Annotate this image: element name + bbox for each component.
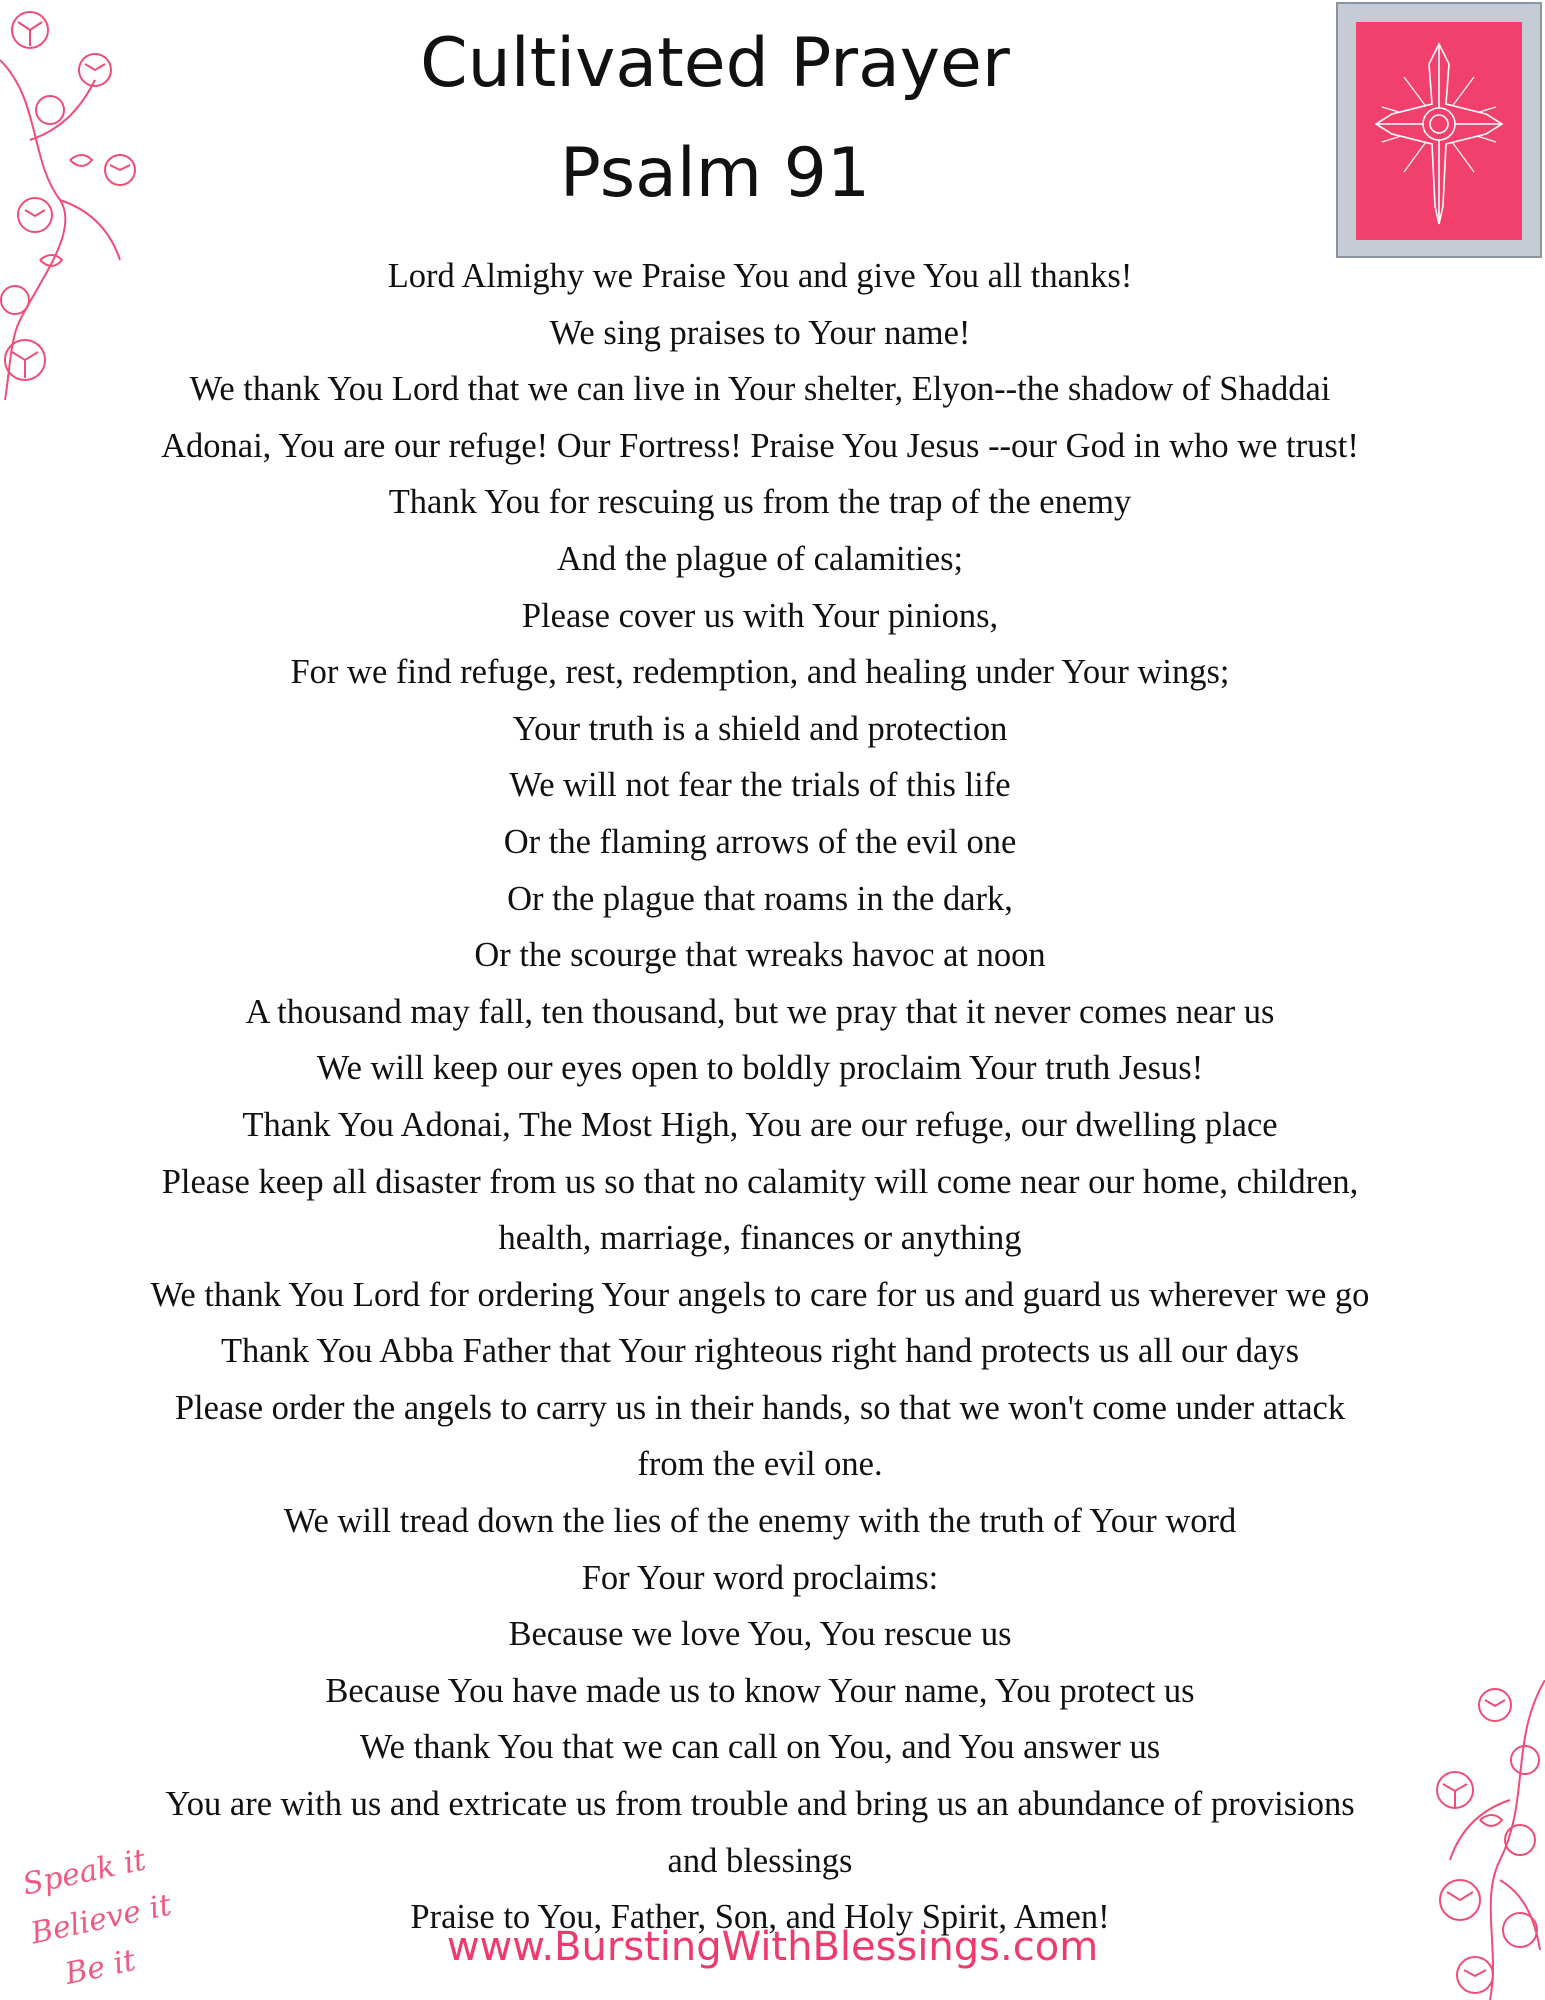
prayer-line: Your truth is a shield and protection — [512, 709, 1008, 748]
prayer-line: Please cover us with Your pinions, — [521, 596, 999, 635]
prayer-line: Praise to You, Father, Son, and Holy Spirit, Amen! — [410, 1898, 1110, 1937]
prayer-line: We thank You Lord that we can live in Your shelter, Elyon--the shadow of Shaddai — [189, 370, 1331, 409]
prayer-line: And the plague of calamities; — [556, 539, 964, 578]
prayer-line: A thousand may fall, ten thousand, but we pray that it never comes near us — [245, 992, 1275, 1031]
prayer-line: Because we love You, You rescue us — [508, 1615, 1012, 1654]
prayer-line: and blessings — [667, 1841, 853, 1880]
prayer-line: Thank You Adonai, The Most High, You are our refuge, our dwelling place — [242, 1105, 1278, 1144]
prayer-line: health, marriage, finances or anything — [498, 1219, 1022, 1258]
prayer-line: For we find refuge, rest, redemption, and healing under Your wings; — [290, 653, 1230, 692]
prayer-line: We will keep our eyes open to boldly proclaim Your truth Jesus! — [316, 1049, 1204, 1088]
prayer-line: You are with us and extricate us from trouble and bring us an abundance of provisions — [165, 1785, 1355, 1824]
script-text-line: Speak it — [19, 1842, 149, 1903]
page-subtitle: Psalm 91 — [559, 134, 871, 213]
prayer-line: We will not fear the trials of this life — [509, 766, 1011, 805]
prayer-line: Or the scourge that wreaks havoc at noon — [474, 936, 1046, 975]
website-link[interactable]: www.BurstingWithBlessings.com — [446, 1924, 1099, 1970]
prayer-text — [30, 248, 1490, 1946]
prayer-line: Or the plague that roams in the dark, — [507, 879, 1013, 918]
prayer-line: We thank You that we can call on You, and You answer us — [359, 1728, 1161, 1767]
cross-icon — [1356, 22, 1522, 240]
prayer-line: We thank You Lord for ordering Your angels to care for us and guard us wherever we go — [150, 1275, 1370, 1314]
prayer-line: Lord Almighy we Praise You and give You all thanks! — [387, 257, 1133, 295]
prayer-line: Please order the angels to carry us in their hands, so that we won't come under attack — [174, 1388, 1346, 1427]
prayer-line: We will tread down the lies of the enemy with the truth of Your word — [283, 1502, 1237, 1541]
badge-panel — [1356, 22, 1522, 240]
page-title: Cultivated Prayer — [420, 24, 1010, 103]
prayer-line: Thank You for rescuing us from the trap of the enemy — [388, 483, 1132, 522]
script-text-line: Believe it — [27, 1887, 175, 1952]
cross-badge — [1336, 2, 1542, 258]
prayer-line: Adonai, You are our refuge! Our Fortress! Praise You Jesus --our God in who we trust! — [161, 426, 1359, 465]
prayer-line: Or the flaming arrows of the evil one — [503, 822, 1017, 861]
prayer-line: Thank You Abba Father that Your righteous right hand protects us all our days — [220, 1332, 1300, 1371]
prayer-line: Please keep all disaster from us so that no calamity will come near our home, children, — [161, 1162, 1359, 1201]
prayer-line: For Your word proclaims: — [581, 1558, 939, 1597]
prayer-line: from the evil one. — [637, 1445, 883, 1484]
prayer-line: Because You have made us to know Your name, You protect us — [325, 1671, 1195, 1710]
prayer-line: We sing praises to Your name! — [549, 313, 971, 352]
script-text-line: Be it — [62, 1943, 139, 1993]
